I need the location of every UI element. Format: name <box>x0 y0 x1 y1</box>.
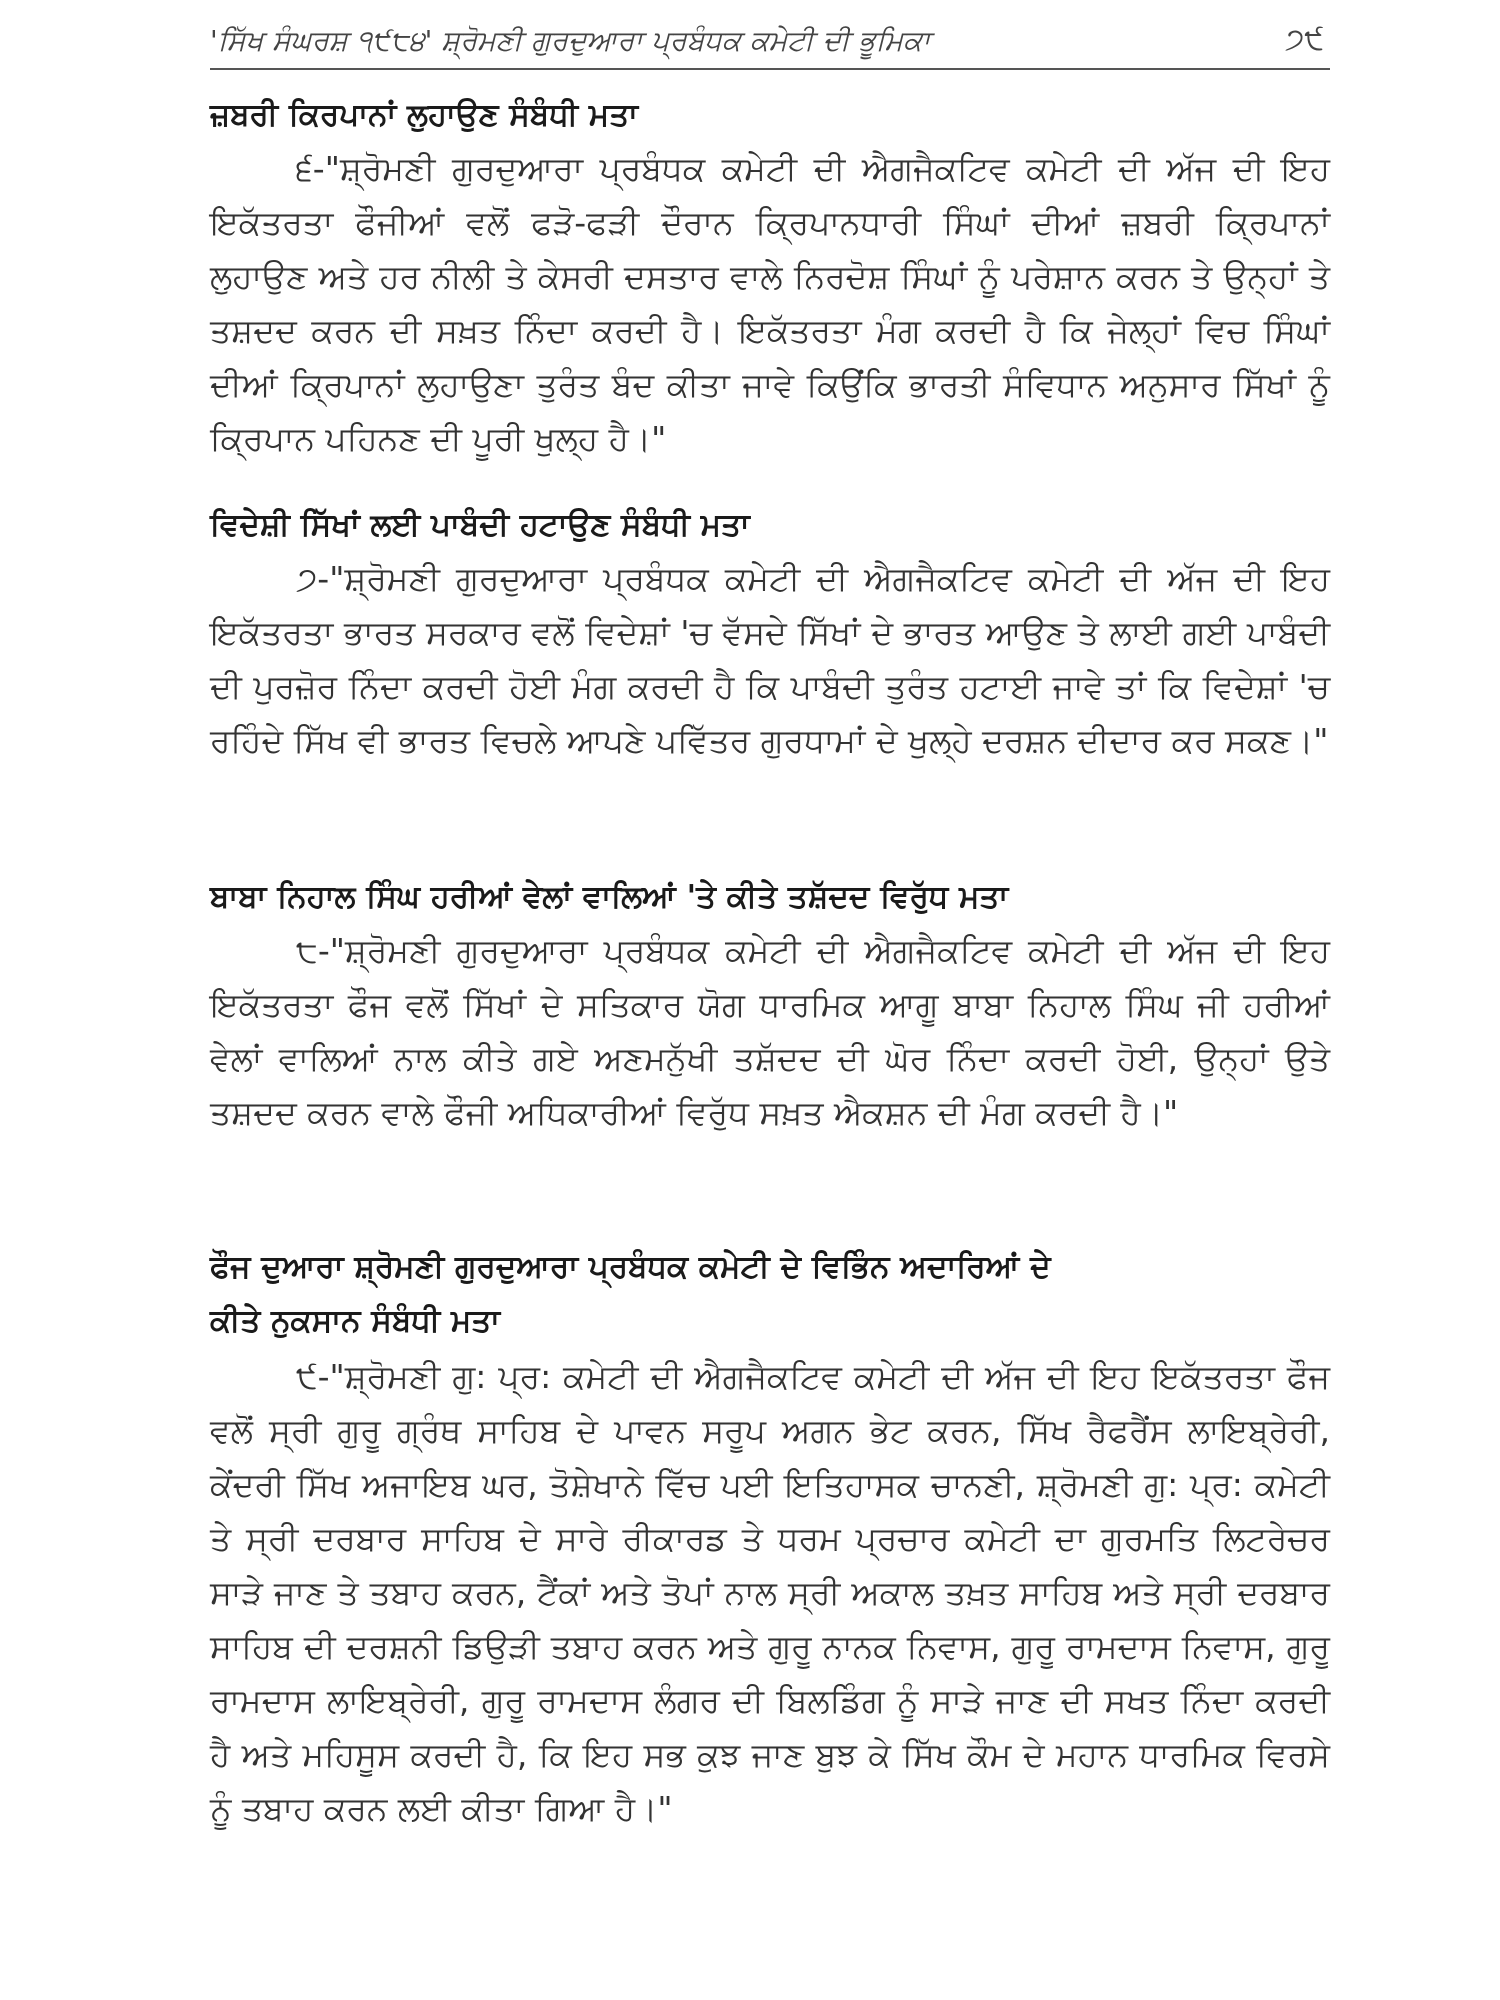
section-heading-9-line1: ਫੌਜ ਦੁਆਰਾ ਸ਼੍ਰੋਮਣੀ ਗੁਰਦੁਆਰਾ ਪ੍ਰਬੰਧਕ ਕਮੇਟੀ ਦੇ ਵਿਭਿੰਨ ਅਦਾਰਿਆਂ ਦੇ <box>210 1249 1051 1285</box>
book-page <box>190 0 1340 2000</box>
resolution-paragraph-9: ੯-"ਸ਼੍ਰੋਮਣੀ ਗੁ: ਪ੍ਰ: ਕਮੇਟੀ ਦੀ ਐਗਜੈਕਟਿਵ ਕਮੇਟੀ ਦੀ ਅੱਜ ਦੀ ਇਹ ਇਕੱਤਰਤਾ ਫੌਜ ਵਲੋਂ ਸ੍ਰੀ ਗੁਰੂ ਗ੍ਰੰਥ ਸਾਹਿਬ ਦੇ ਪਾਵਨ ਸਰੂਪ ਅਗਨ ਭੇਟ ਕਰਨ, ਸਿੱਖ ਰੈਫਰੈਂਸ ਲਾਇਬ੍ਰੇਰੀ, ਕੇਂਦਰੀ ਸਿੱਖ ਅਜਾਇਬ ਘਰ, ਤੋਸ਼ੇਖਾਨੇ ਵਿੱਚ ਪਈ ਇਤਿਹਾਸਕ ਚਾਨਣੀ, ਸ਼੍ਰੋਮਣੀ ਗੁ: ਪ੍ਰ: ਕਮੇਟੀ ਤੇ ਸ੍ਰੀ ਦਰਬਾਰ ਸਾਹਿਬ ਦੇ ਸਾਰੇ ਰੀਕਾਰਡ ਤੇ ਧਰਮ ਪ੍ਰਚਾਰ ਕਮੇਟੀ ਦਾ ਗੁਰਮਤਿ ਲਿਟਰੇਚਰ ਸਾੜੇ ਜਾਣ ਤੇ ਤਬਾਹ ਕਰਨ, ਟੈਂਕਾਂ ਅਤੇ ਤੋਪਾਂ ਨਾਲ ਸ੍ਰੀ ਅਕਾਲ ਤਖ਼ਤ ਸਾਹਿਬ ਅਤੇ ਸ੍ਰੀ ਦਰਬਾਰ ਸਾਹਿਬ ਦੀ ਦਰਸ਼ਨੀ ਡਿਉੜੀ ਤਬਾਹ ਕਰਨ ਅਤੇ ਗੁਰੂ ਨਾਨਕ ਨਿਵਾਸ, ਗੁਰੂ ਰਾਮਦਾਸ ਨਿਵਾਸ, ਗੁਰੂ ਰਾਮਦਾਸ ਲਾਇਬ੍ਰੇਰੀ, ਗੁਰੂ ਰਾਮਦਾਸ ਲੰਗਰ ਦੀ ਬਿਲਡਿੰਗ ਨੂੰ ਸਾੜੇ ਜਾਣ ਦੀ ਸਖਤ ਨਿੰਦਾ ਕਰਦੀ ਹੈ ਅਤੇ ਮਹਿਸੂਸ ਕਰਦੀ ਹੈ, ਕਿ ਇਹ ਸਭ ਕੁਝ ਜਾਣ ਬੁਝ ਕੇ ਸਿੱਖ ਕੌਮ ਦੇ ਮਹਾਨ ਧਾਰਮਿਕ ਵਿਰਸੇ ਨੂੰ ਤਬਾਹ ਕਰਨ ਲਈ ਕੀਤਾ ਗਿਆ ਹੈ।" <box>210 1357 1330 1828</box>
section-heading-6: ਜ਼ਬਰੀ ਕਿਰਪਾਨਾਂ ਲੁਹਾਉਣ ਸੰਬੰਧੀ ਮਤਾ <box>210 97 639 133</box>
section-heading-9-line2: ਕੀਤੇ ਨੁਕਸਾਨ ਸੰਬੰਧੀ ਮਤਾ <box>210 1303 501 1339</box>
page-number: ੭੯ <box>1285 22 1324 57</box>
resolution-paragraph-6: ੬-"ਸ਼੍ਰੋਮਣੀ ਗੁਰਦੁਆਰਾ ਪ੍ਰਬੰਧਕ ਕਮੇਟੀ ਦੀ ਐਗਜੈਕਟਿਵ ਕਮੇਟੀ ਦੀ ਅੱਜ ਦੀ ਇਹ ਇਕੱਤਰਤਾ ਫੌਜੀਆਂ ਵਲੋਂ ਫੜੋ-ਫੜੀ ਦੌਰਾਨ ਕ੍ਰਿਪਾਨਧਾਰੀ ਸਿੰਘਾਂ ਦੀਆਂ ਜ਼ਬਰੀ ਕ੍ਰਿਪਾਨਾਂ ਲੁਹਾਉਣ ਅਤੇ ਹਰ ਨੀਲੀ ਤੇ ਕੇਸਰੀ ਦਸਤਾਰ ਵਾਲੇ ਨਿਰਦੋਸ਼ ਸਿੰਘਾਂ ਨੂੰ ਪਰੇਸ਼ਾਨ ਕਰਨ ਤੇ ਉਨ੍ਹਾਂ ਤੇ ਤਸ਼ਦਦ ਕਰਨ ਦੀ ਸਖ਼ਤ ਨਿੰਦਾ ਕਰਦੀ ਹੈ। ਇਕੱਤਰਤਾ ਮੰਗ ਕਰਦੀ ਹੈ ਕਿ ਜੇਲ੍ਹਾਂ ਵਿਚ ਸਿੰਘਾਂ ਦੀਆਂ ਕ੍ਰਿਪਾਨਾਂ ਲੁਹਾਉਣਾ ਤੁਰੰਤ ਬੰਦ ਕੀਤਾ ਜਾਵੇ ਕਿਉਂਕਿ ਭਾਰਤੀ ਸੰਵਿਧਾਨ ਅਨੁਸਾਰ ਸਿੱਖਾਂ ਨੂੰ ਕ੍ਰਿਪਾਨ ਪਹਿਨਣ ਦੀ ਪੂਰੀ ਖੁਲ੍ਹ ਹੈ।" <box>210 149 1330 458</box>
section-heading-8: ਬਾਬਾ ਨਿਹਾਲ ਸਿੰਘ ਹਰੀਆਂ ਵੇਲਾਂ ਵਾਲਿਆਂ 'ਤੇ ਕੀਤੇ ਤਸ਼ੱਦਦ ਵਿਰੁੱਧ ਮਤਾ <box>210 879 1009 915</box>
running-title: 'ਸਿੱਖ ਸੰਘਰਸ਼ ੧੯੮੪' ਸ਼੍ਰੋਮਣੀ ਗੁਰਦੁਆਰਾ ਪ੍ਰਬੰਧਕ ਕਮੇਟੀ ਦੀ ਭੂਮਿਕਾ <box>210 24 931 57</box>
running-header <box>210 22 1330 70</box>
section-heading-7: ਵਿਦੇਸ਼ੀ ਸਿੱਖਾਂ ਲਈ ਪਾਬੰਦੀ ਹਟਾਉਣ ਸੰਬੰਧੀ ਮਤਾ <box>210 507 750 543</box>
resolution-paragraph-7: ੭-"ਸ਼੍ਰੋਮਣੀ ਗੁਰਦੁਆਰਾ ਪ੍ਰਬੰਧਕ ਕਮੇਟੀ ਦੀ ਐਗਜੈਕਟਿਵ ਕਮੇਟੀ ਦੀ ਅੱਜ ਦੀ ਇਹ ਇਕੱਤਰਤਾ ਭਾਰਤ ਸਰਕਾਰ ਵਲੋਂ ਵਿਦੇਸ਼ਾਂ 'ਚ ਵੱਸਦੇ ਸਿੱਖਾਂ ਦੇ ਭਾਰਤ ਆਉਣ ਤੇ ਲਾਈ ਗਈ ਪਾਬੰਦੀ ਦੀ ਪੁਰਜ਼ੋਰ ਨਿੰਦਾ ਕਰਦੀ ਹੋਈ ਮੰਗ ਕਰਦੀ ਹੈ ਕਿ ਪਾਬੰਦੀ ਤੁਰੰਤ ਹਟਾਈ ਜਾਵੇ ਤਾਂ ਕਿ ਵਿਦੇਸ਼ਾਂ 'ਚ ਰਹਿੰਦੇ ਸਿੱਖ ਵੀ ਭਾਰਤ ਵਿਚਲੇ ਆਪਣੇ ਪਵਿੱਤਰ ਗੁਰਧਾਮਾਂ ਦੇ ਖੁਲ੍ਹੇ ਦਰਸ਼ਨ ਦੀਦਾਰ ਕਰ ਸਕਣ।" <box>210 559 1330 760</box>
resolution-paragraph-8: ੮-"ਸ਼੍ਰੋਮਣੀ ਗੁਰਦੁਆਰਾ ਪ੍ਰਬੰਧਕ ਕਮੇਟੀ ਦੀ ਐਗਜੈਕਟਿਵ ਕਮੇਟੀ ਦੀ ਅੱਜ ਦੀ ਇਹ ਇਕੱਤਰਤਾ ਫੌਜ ਵਲੋਂ ਸਿੱਖਾਂ ਦੇ ਸਤਿਕਾਰ ਯੋਗ ਧਾਰਮਿਕ ਆਗੂ ਬਾਬਾ ਨਿਹਾਲ ਸਿੰਘ ਜੀ ਹਰੀਆਂ ਵੇਲਾਂ ਵਾਲਿਆਂ ਨਾਲ ਕੀਤੇ ਗਏ ਅਣਮਨੁੱਖੀ ਤਸ਼ੱਦਦ ਦੀ ਘੋਰ ਨਿੰਦਾ ਕਰਦੀ ਹੋਈ, ਉਨ੍ਹਾਂ ਉਤੇ ਤਸ਼ਦਦ ਕਰਨ ਵਾਲੇ ਫੌਜੀ ਅਧਿਕਾਰੀਆਂ ਵਿਰੁੱਧ ਸਖ਼ਤ ਐਕਸ਼ਨ ਦੀ ਮੰਗ ਕਰਦੀ ਹੈ।" <box>210 931 1330 1132</box>
